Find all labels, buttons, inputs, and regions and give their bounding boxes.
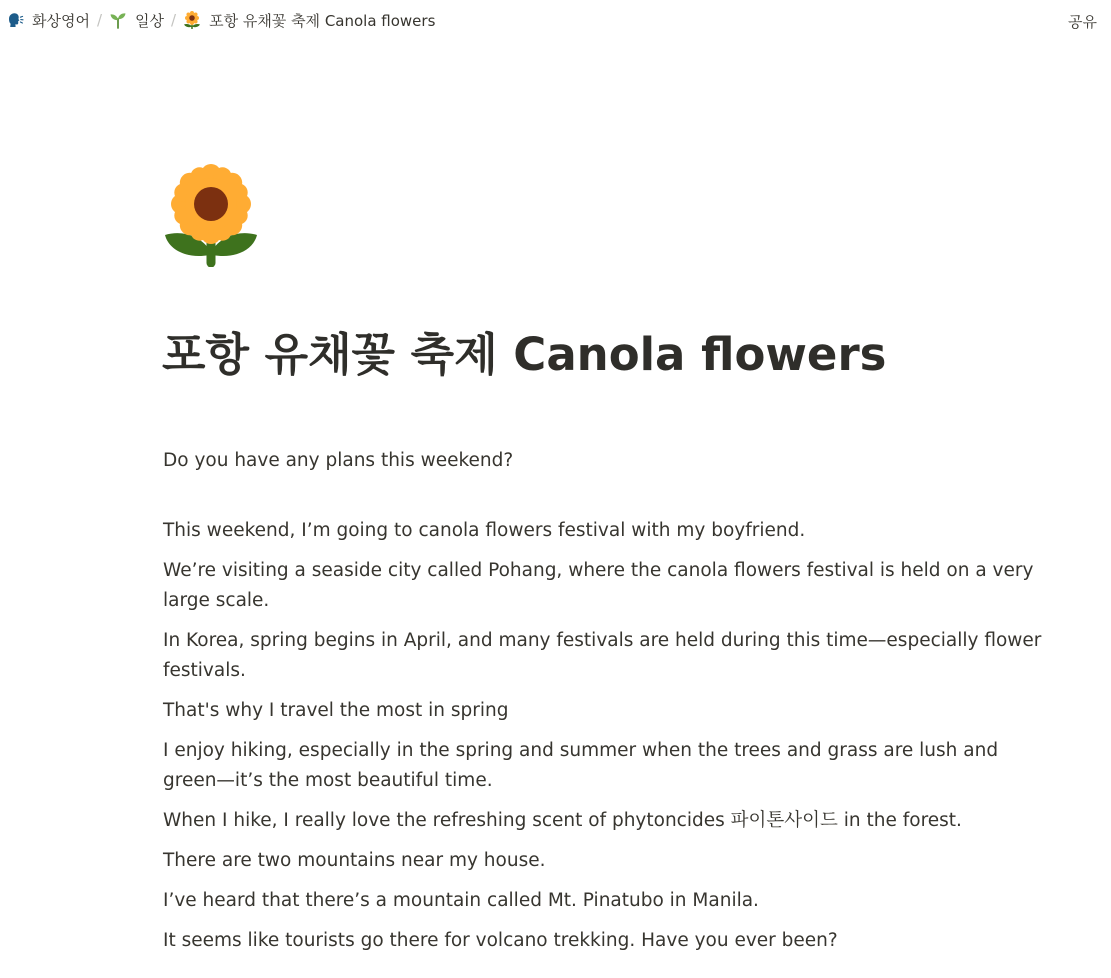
breadcrumb-label: 포항 유채꽃 축제 Canola flowers [209, 11, 436, 30]
page-icon-sunflower-icon[interactable] [163, 163, 259, 267]
seedling-icon [109, 11, 127, 29]
text-block[interactable]: I enjoy hiking, especially in the spring and summer when the trees and grass are lush and green—it’s the most beautiful time. [163, 740, 999, 791]
text-block[interactable]: Do you have any plans this weekend? [163, 450, 514, 471]
text-block[interactable]: We’re visiting a seaside city called Pohang, where the canola flowers festival is held on a very large scale. [163, 560, 1034, 611]
breadcrumb-item-hwasang[interactable] [2, 8, 94, 33]
sunflower-icon [183, 11, 201, 29]
text-block[interactable]: This weekend, I’m going to canola flowers festival with my boyfriend. [163, 520, 806, 541]
page-title[interactable]: 포항 유채꽃 축제 Canola flowers [162, 328, 887, 381]
breadcrumb-label: 일상 [135, 11, 165, 30]
text-block[interactable]: It seems like tourists go there for volcano trekking. Have you ever been? [163, 930, 838, 951]
breadcrumb-separator: / [171, 11, 177, 29]
breadcrumb-item-current-page[interactable] [179, 8, 439, 33]
text-block[interactable]: That's why I travel the most in spring [163, 700, 509, 721]
text-block[interactable]: In Korea, spring begins in April, and many festivals are held during this time—especially flower festivals. [163, 630, 1042, 681]
text-block[interactable]: I’ve heard that there’s a mountain called Mt. Pinatubo in Manila. [163, 890, 759, 911]
breadcrumb-label: 화상영어 [32, 11, 90, 30]
top-bar [0, 0, 1111, 40]
share-button[interactable]: 공유 [1068, 13, 1097, 31]
speaking-head-icon [6, 11, 24, 29]
breadcrumb-item-ilsang[interactable] [105, 8, 168, 33]
breadcrumb [2, 8, 439, 33]
breadcrumb-separator: / [96, 11, 103, 29]
text-block[interactable]: There are two mountains near my house. [163, 850, 546, 871]
page-content [163, 446, 1048, 966]
text-block[interactable]: When I hike, I really love the refreshing scent of phytoncides 파이톤사이드 in the forest. [163, 810, 962, 831]
